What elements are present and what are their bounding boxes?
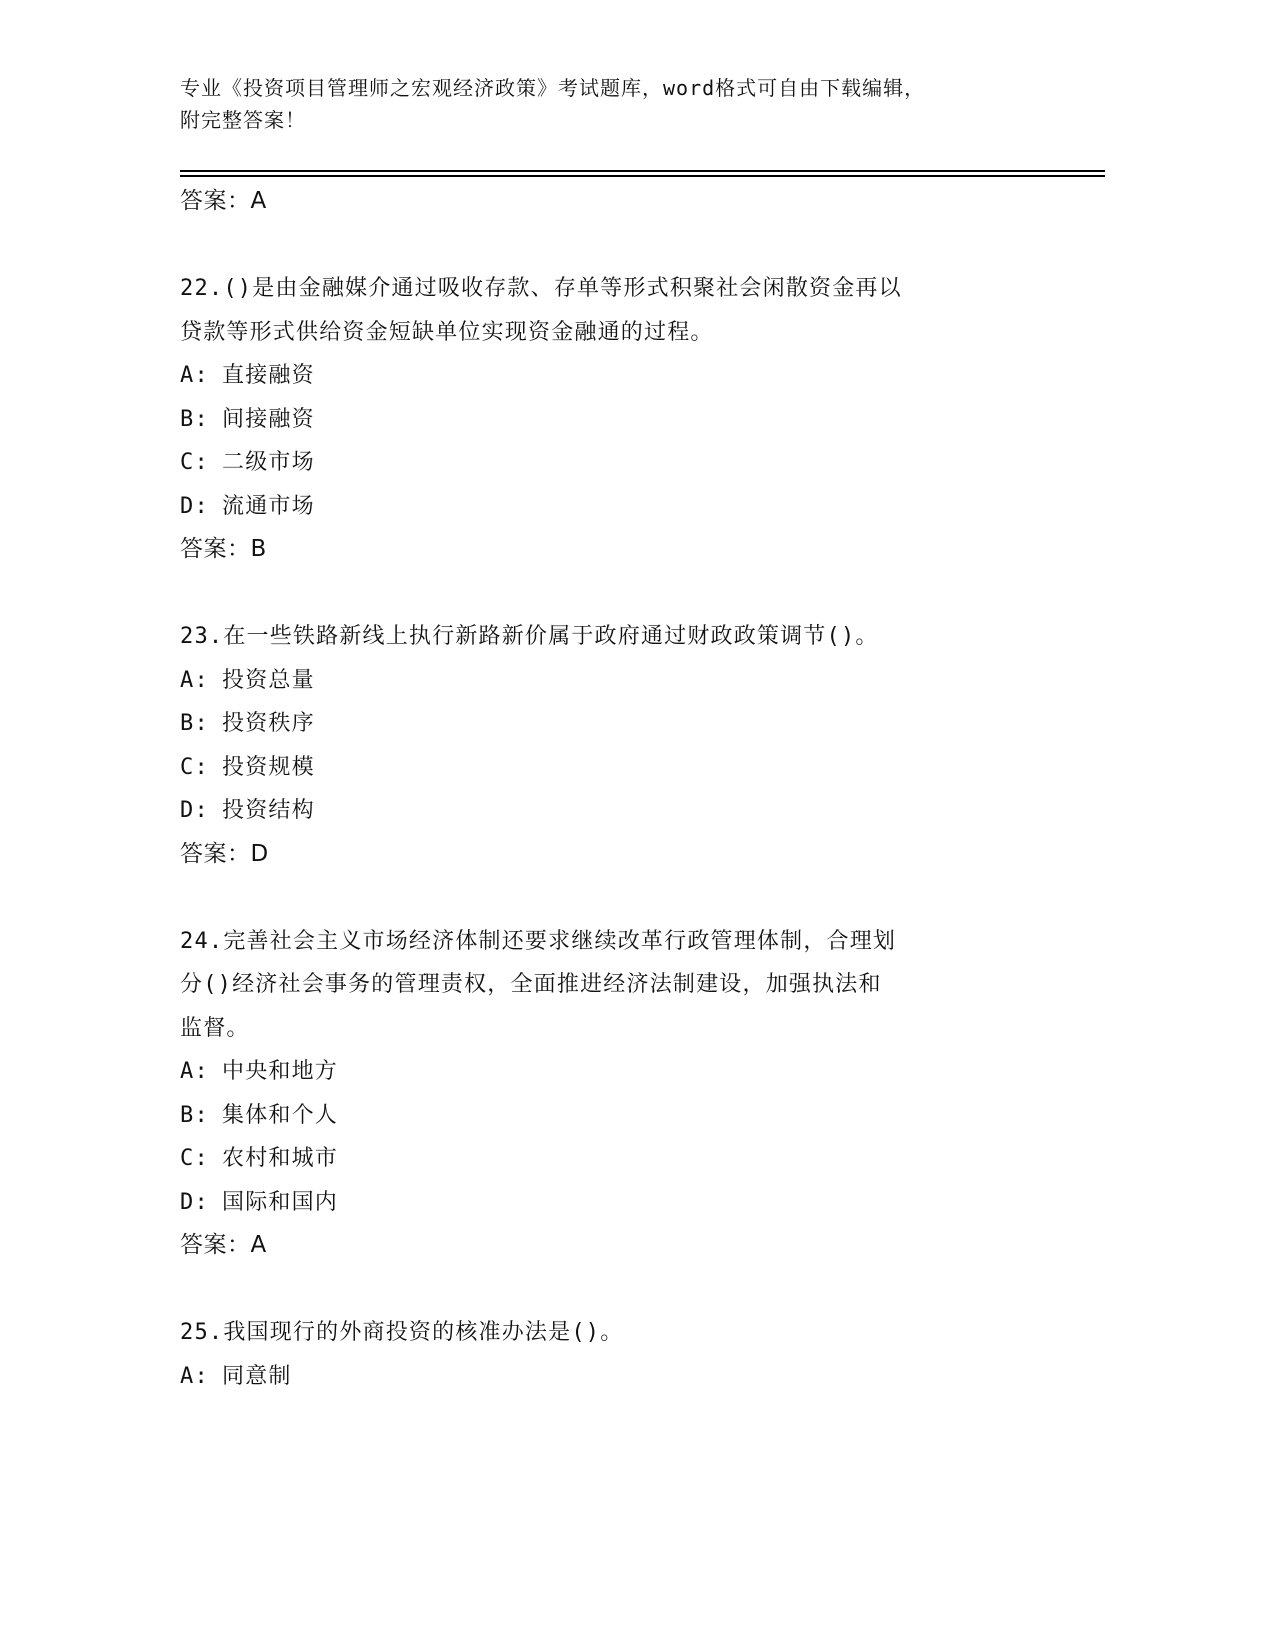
answer-line: 答案：A xyxy=(180,1232,267,1258)
option-item xyxy=(180,1094,1110,1138)
option-item xyxy=(180,398,1110,442)
answer-line: 答案：B xyxy=(180,536,267,562)
option-item xyxy=(180,1137,1110,1181)
option-letter: D: xyxy=(180,493,209,519)
option-letter: D: xyxy=(180,1189,209,1215)
option-letter: B: xyxy=(180,711,209,736)
option-item xyxy=(180,354,1110,398)
option-text: 国际和国内 xyxy=(222,1189,339,1215)
option-text: 投资规模 xyxy=(222,754,315,780)
option-text: 投资总量 xyxy=(222,667,315,693)
option-item xyxy=(180,659,1110,703)
option-text: 农村和城市 xyxy=(222,1146,339,1171)
option-item xyxy=(180,1050,1110,1094)
option-text: 流通市场 xyxy=(222,493,315,519)
spacer xyxy=(180,572,1110,616)
spacer xyxy=(180,1268,1110,1312)
header-line: 附完整答案！ xyxy=(180,108,306,132)
question-text: 监督。 xyxy=(180,1015,250,1041)
option-item xyxy=(180,702,1110,746)
question-block xyxy=(180,920,1110,1268)
option-letter: A: xyxy=(180,667,209,693)
option-text: 同意制 xyxy=(222,1363,292,1389)
question-text: 25.我国现行的外商投资的核准办法是()。 xyxy=(180,1320,624,1345)
question-text: 分()经济社会事务的管理责权，全面推进经济法制建设，加强执法和 xyxy=(180,972,882,997)
option-text: 直接融资 xyxy=(222,363,315,388)
option-letter: A: xyxy=(180,363,209,388)
option-text: 投资结构 xyxy=(222,798,315,823)
header-rule-top xyxy=(180,170,1105,172)
answer-line: 答案：A xyxy=(180,188,267,214)
option-text: 集体和个人 xyxy=(222,1102,339,1128)
option-item xyxy=(180,485,1110,529)
question-block xyxy=(180,615,1110,876)
document-header xyxy=(180,72,925,136)
option-text: 投资秩序 xyxy=(222,711,315,736)
option-letter: C: xyxy=(180,450,209,475)
option-item xyxy=(180,746,1110,790)
question-block xyxy=(180,267,1110,572)
option-text: 二级市场 xyxy=(222,450,315,475)
option-item xyxy=(180,441,1110,485)
option-item xyxy=(180,789,1110,833)
question-list xyxy=(180,180,1110,1398)
spacer xyxy=(180,876,1110,920)
option-item xyxy=(180,1181,1110,1225)
option-letter: B: xyxy=(180,406,209,432)
question-block xyxy=(180,1311,1110,1398)
question-text: 23.在一些铁路新线上执行新路新价属于政府通过财政政策调节()。 xyxy=(180,624,879,649)
option-letter: C: xyxy=(180,1146,209,1171)
question-text: 22.()是由金融媒介通过吸收存款、存单等形式积聚社会闲散资金再以 xyxy=(180,276,902,301)
header-rule-bottom xyxy=(180,175,1105,177)
spacer xyxy=(180,224,1110,268)
question-text: 贷款等形式供给资金短缺单位实现资金融通的过程。 xyxy=(180,319,714,345)
option-letter: D: xyxy=(180,798,209,823)
option-item xyxy=(180,1355,1110,1399)
answer-line: 答案：D xyxy=(180,840,269,867)
option-letter: B: xyxy=(180,1102,209,1128)
question-text: 24.完善社会主义市场经济体制还要求继续改革行政管理体制，合理划 xyxy=(180,928,897,954)
option-letter: C: xyxy=(180,754,209,780)
option-letter: A: xyxy=(180,1059,209,1084)
option-text: 中央和地方 xyxy=(222,1059,339,1084)
option-letter: A: xyxy=(180,1363,209,1389)
option-text: 间接融资 xyxy=(222,406,315,432)
header-line: 专业《投资项目管理师之宏观经济政策》考试题库，word格式可自由下载编辑， xyxy=(180,76,926,100)
